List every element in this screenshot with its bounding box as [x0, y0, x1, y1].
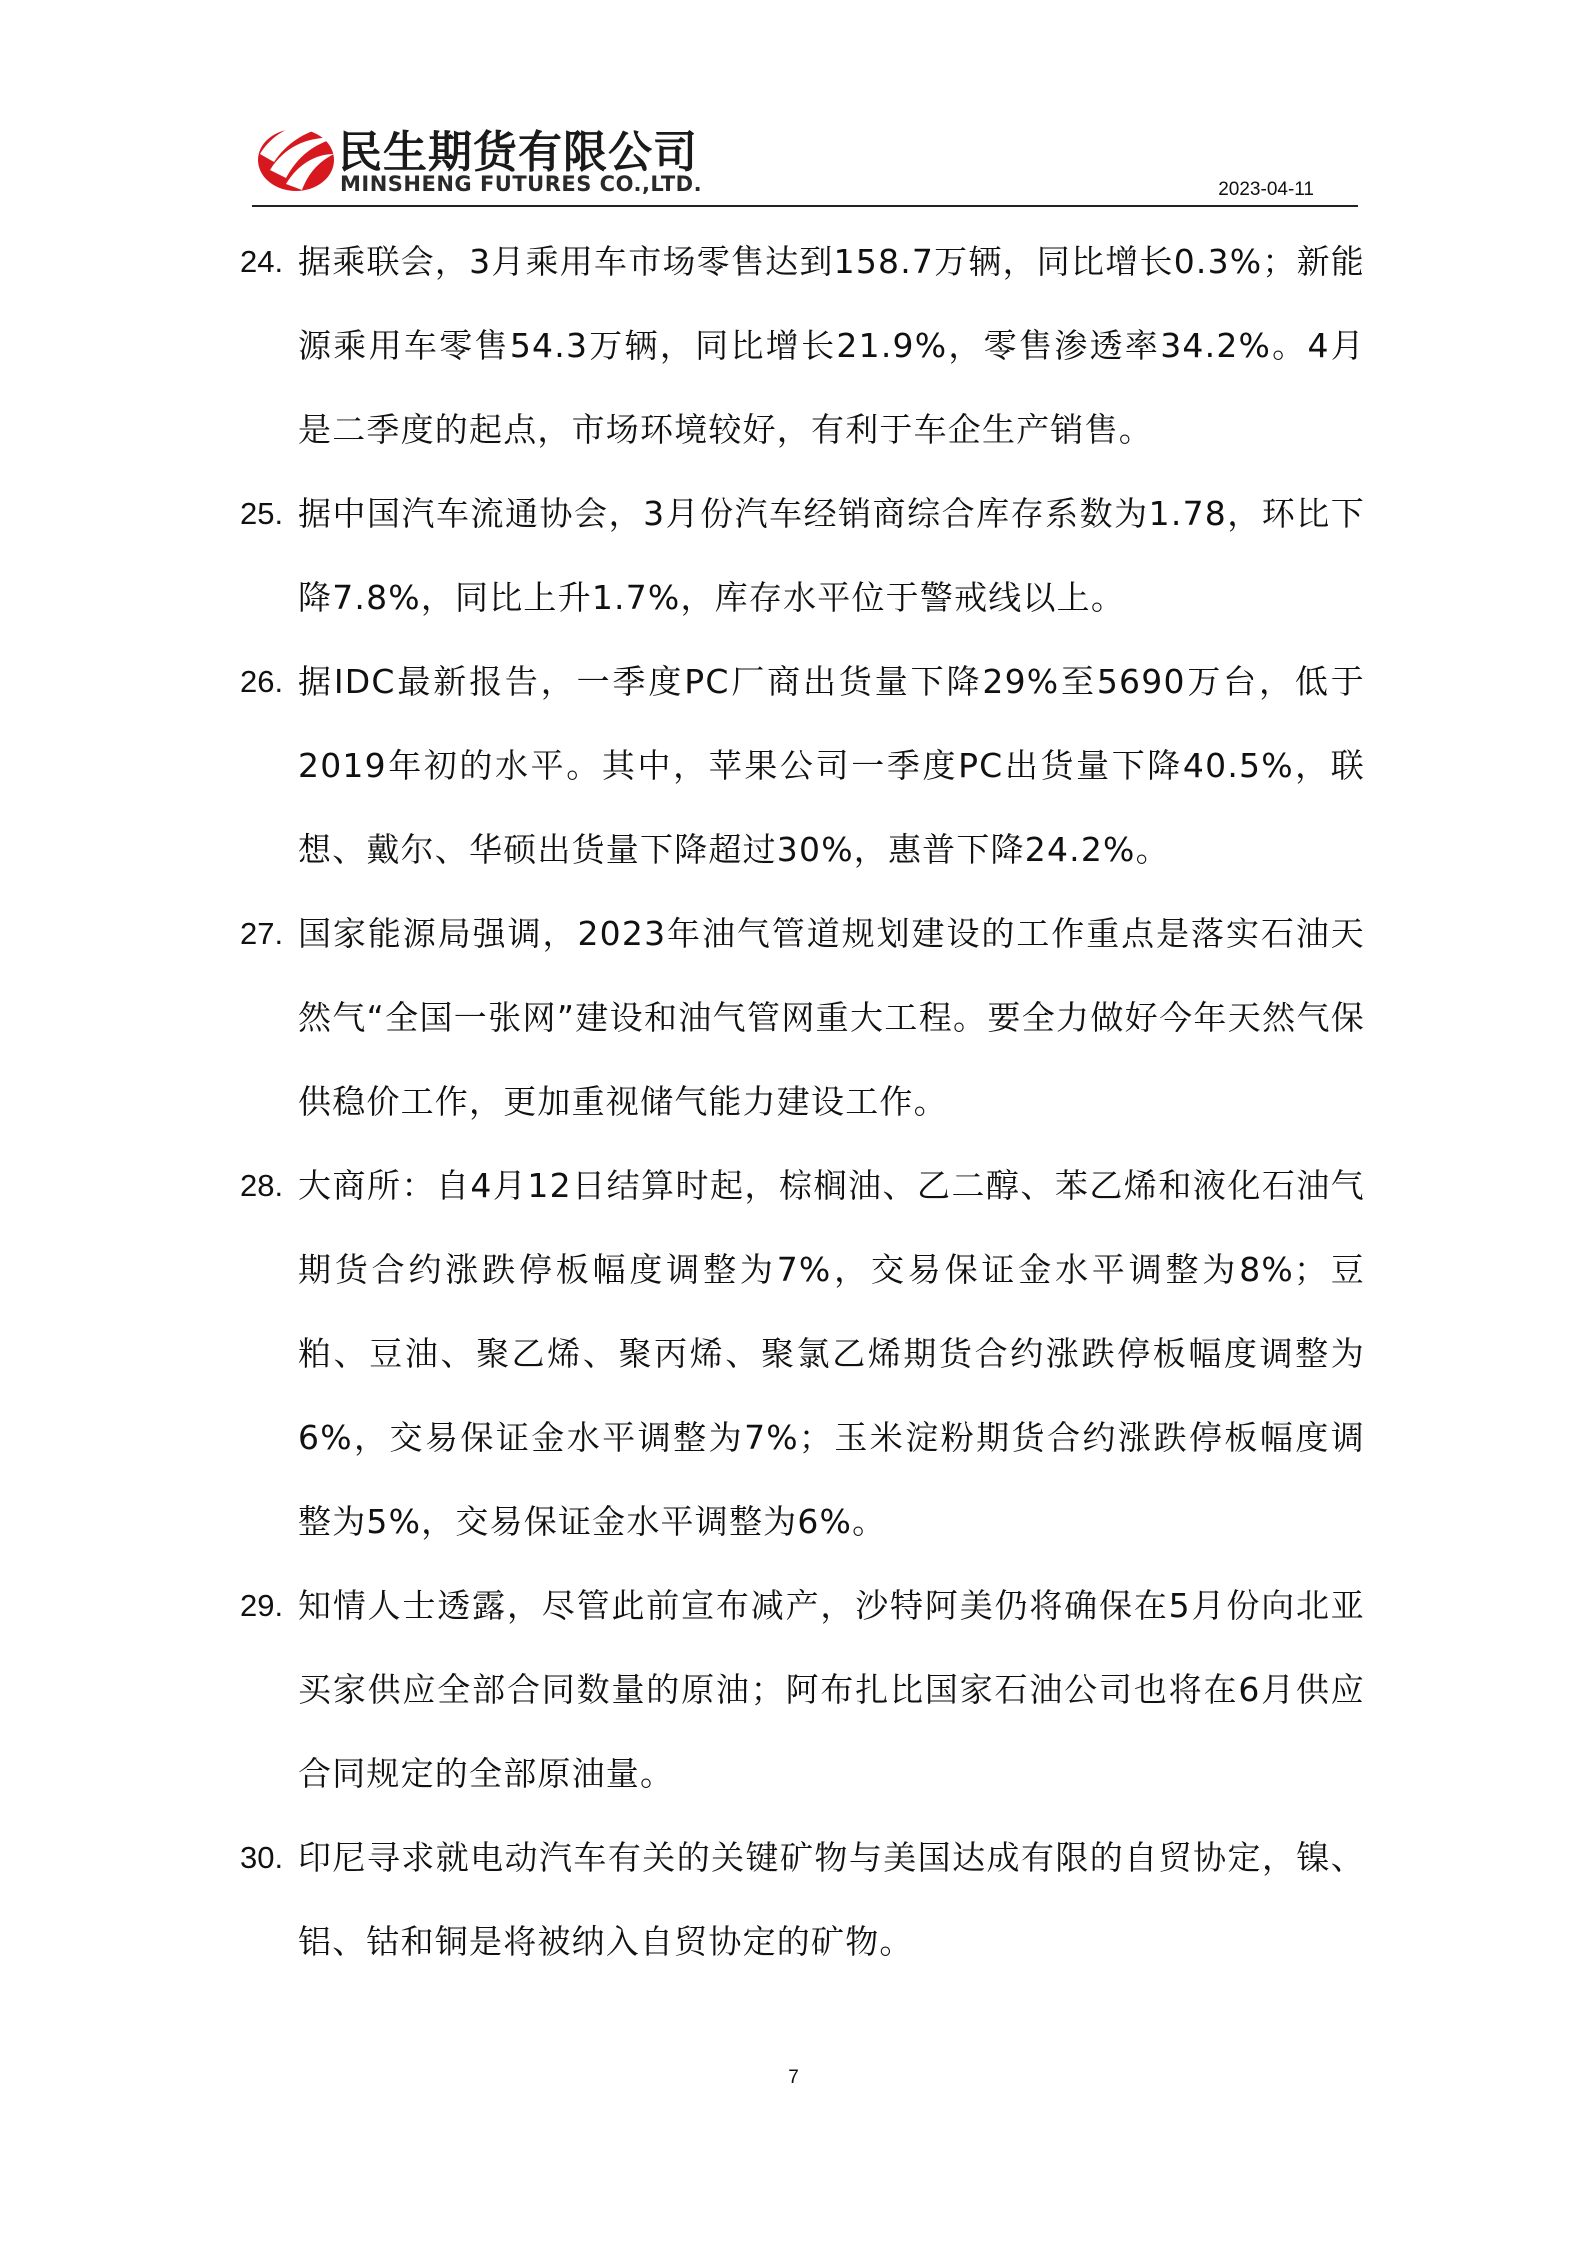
news-item: [240, 1144, 1365, 1564]
item-number: 28.: [240, 1168, 284, 1203]
minsheng-logo-icon: [252, 108, 342, 198]
header-divider: [252, 205, 1358, 207]
item-text: 据中国汽车流通协会，3月份汽车经销商综合库存系数为1.78，环比下降7.8%，同比上升1.7%，库存水平位于警戒线以上。: [298, 494, 1365, 617]
item-number: 24.: [240, 244, 284, 279]
item-text: 据乘联会，3月乘用车市场零售达到158.7万辆，同比增长0.3%；新能源乘用车零售54.3万辆，同比增长21.9%，零售渗透率34.2%。4月是二季度的起点，市场环境较好，有利于车企生产销售。: [298, 242, 1365, 449]
report-date: 2023-04-11: [1218, 179, 1314, 200]
item-text: 国家能源局强调，2023年油气管道规划建设的工作重点是落实石油天然气“全国一张网”建设和油气管网重大工程。要全力做好今年天然气保供稳价工作，更加重视储气能力建设工作。: [298, 914, 1365, 1121]
news-list: [240, 220, 1365, 1984]
item-number: 25.: [240, 496, 284, 531]
page-number: 7: [788, 2067, 799, 2088]
item-text: 大商所：自4月12日结算时起，棕榈油、乙二醇、苯乙烯和液化石油气期货合约涨跌停板幅度调整为7%，交易保证金水平调整为8%；豆粕、豆油、聚乙烯、聚丙烯、聚氯乙烯期货合约涨跌停板幅度调整为6%，交易保证金水平调整为7%；玉米淀粉期货合约涨跌停板幅度调整为5%，交易保证金水平调整为6%。: [298, 1166, 1365, 1541]
company-name-cn: 民生期货有限公司: [338, 127, 698, 178]
page-header: [252, 108, 1358, 206]
item-text: 据IDC最新报告，一季度PC厂商出货量下降29%至5690万台，低于2019年初的水平。其中，苹果公司一季度PC出货量下降40.5%，联想、戴尔、华硕出货量下降超过30%，惠普下降24.2%。: [298, 662, 1365, 869]
news-item: [240, 472, 1365, 640]
item-number: 26.: [240, 664, 284, 699]
company-name-en: MINSHENG FUTURES CO.,LTD.: [340, 172, 703, 196]
news-item: [240, 1816, 1365, 1984]
news-item: [240, 640, 1365, 892]
news-item: [240, 892, 1365, 1144]
news-item: [240, 220, 1365, 472]
item-number: 29.: [240, 1588, 284, 1623]
news-item: [240, 1564, 1365, 1816]
item-text: 知情人士透露，尽管此前宣布减产，沙特阿美仍将确保在5月份向北亚买家供应全部合同数量的原油；阿布扎比国家石油公司也将在6月供应合同规定的全部原油量。: [298, 1586, 1365, 1793]
item-text: 印尼寻求就电动汽车有关的关键矿物与美国达成有限的自贸协定，镍、铝、钴和铜是将被纳入自贸协定的矿物。: [298, 1838, 1365, 1961]
item-number: 30.: [240, 1840, 284, 1875]
item-number: 27.: [240, 916, 284, 951]
